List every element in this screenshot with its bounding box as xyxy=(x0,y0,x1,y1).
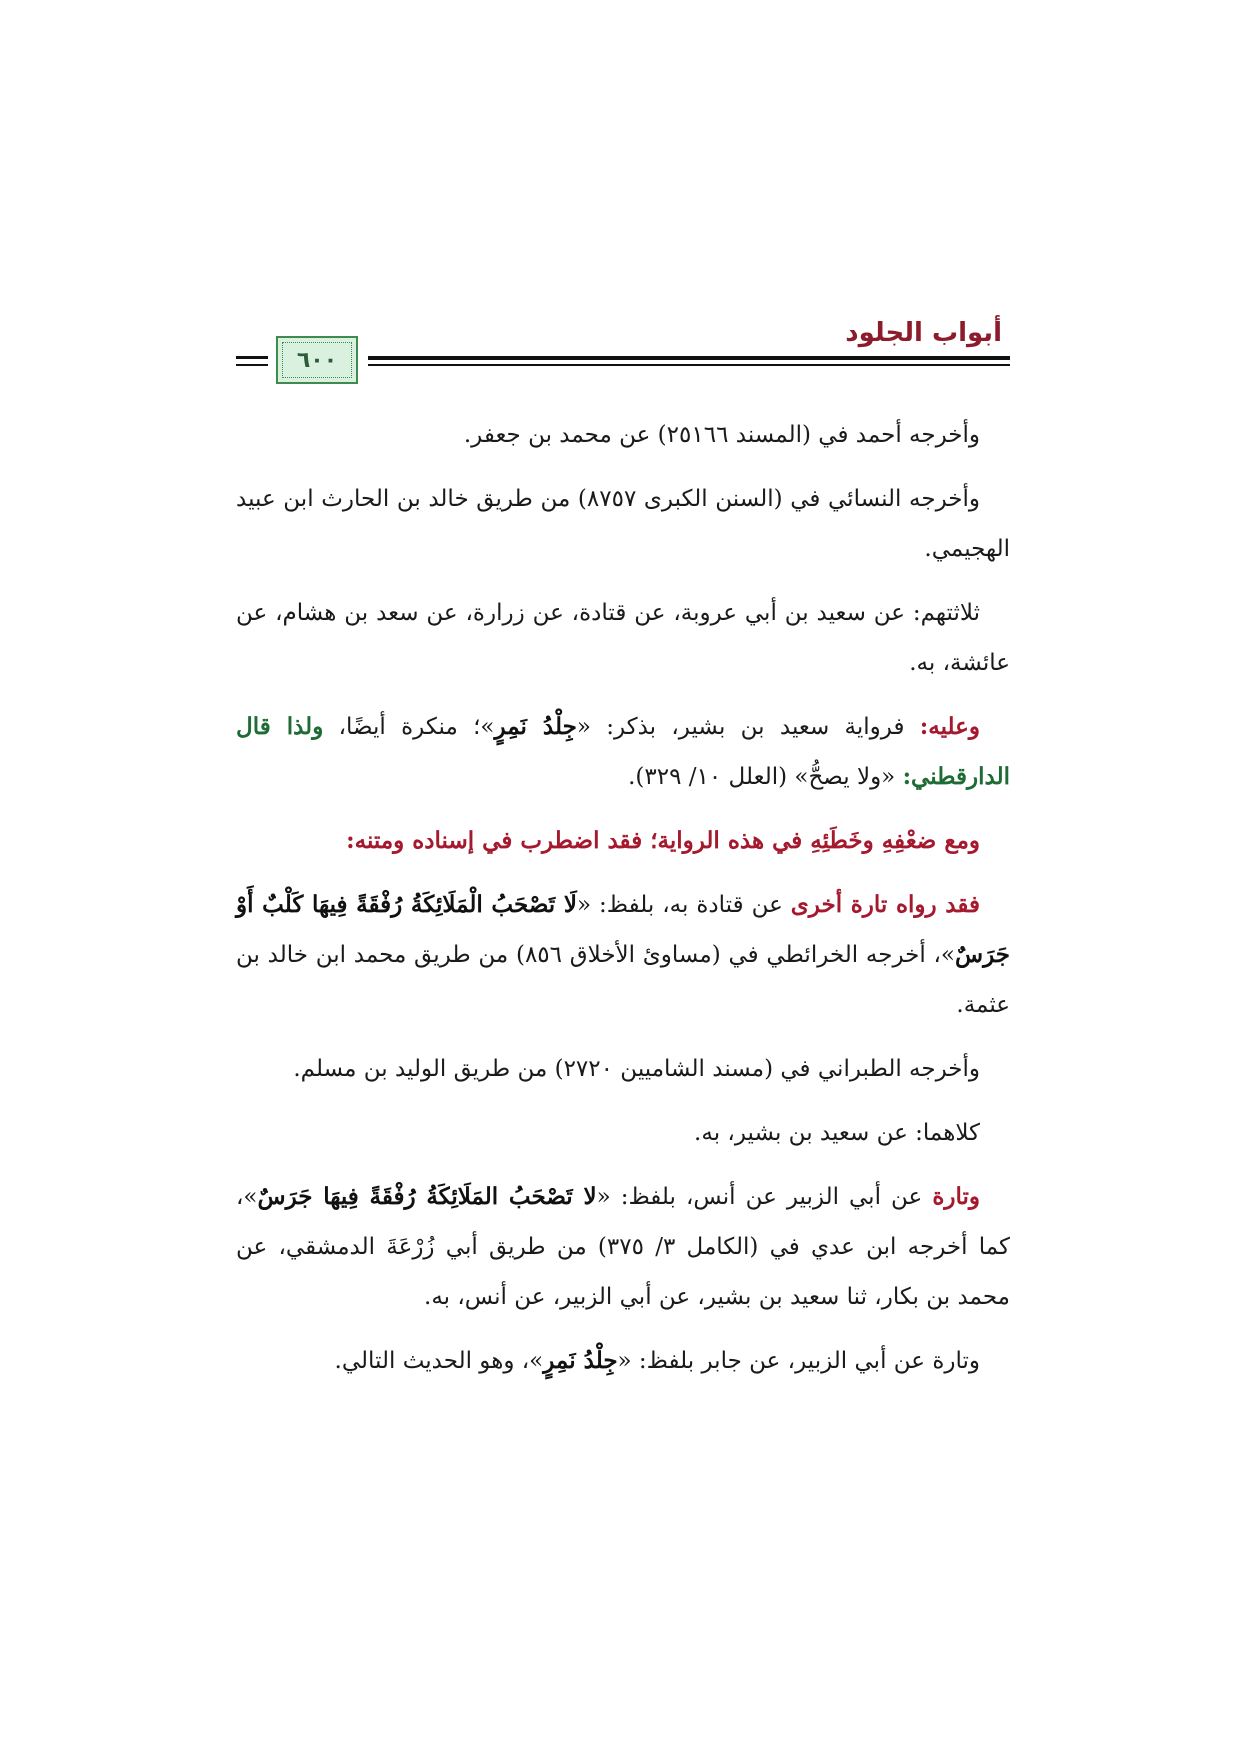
paragraph-text: وتارة عن أبي الزبير، عن جابر بلفظ: « xyxy=(617,1348,980,1374)
paragraph: وأخرجه النسائي في (السنن الكبرى ٨٧٥٧) من طريق خالد بن الحارث ابن عبيد الهجيمي. xyxy=(236,486,1010,562)
header-rule xyxy=(236,364,268,366)
paragraph-text: فرواية سعيد بن بشير، بذكر: « xyxy=(576,714,920,740)
paragraph xyxy=(236,702,1010,802)
paragraph xyxy=(236,1336,1010,1386)
hadith-quote: جِلْدُ نَمِرٍ xyxy=(543,1347,618,1374)
chapter-title: أبواب الجلود xyxy=(845,318,1002,348)
header-rule xyxy=(368,364,1010,366)
paragraph-text: »؛ منكرة أيضًا، xyxy=(323,714,495,740)
paragraph-text: عن أبي الزبير عن أنس، بلفظ: « xyxy=(596,1184,933,1210)
paragraph-text: »، كما أخرجه ابن عدي في (الكامل ٣/ ٣٧٥) من طريق أبي زُرْعَةَ الدمشقي، عن محمد بن بكار، ثنا سعيد بن بشير، عن أبي الزبير، عن أنس، به. xyxy=(236,1184,1010,1310)
paragraph-text: «ولا يصحُّ» (العلل ١٠/ ٣٢٩). xyxy=(628,764,903,790)
paragraph: كلاهما: عن سعيد بن بشير، به. xyxy=(694,1120,980,1146)
hadith-quote: جِلْدُ نَمِرٍ xyxy=(494,713,577,740)
paragraph-text: »، أخرجه الخرائطي في (مساوئ الأخلاق ٨٥٦) من طريق محمد ابن خالد بن عثمة. xyxy=(236,942,1010,1018)
page-header xyxy=(236,318,1010,390)
header-rule xyxy=(368,356,1010,360)
paragraph: وأخرجه أحمد في (المسند ٢٥١٦٦) عن محمد بن جعفر. xyxy=(463,422,980,448)
section-heading: ومع ضعْفِهِ وخَطَئِهِ في هذه الرواية؛ فقد اضطرب في إسناده ومتنه: xyxy=(346,827,980,854)
paragraph-label: ولذا قال الدارقطني: xyxy=(236,713,1010,790)
paragraph: وأخرجه الطبراني في (مسند الشاميين ٢٧٢٠) من طريق الوليد بن مسلم. xyxy=(293,1056,980,1082)
hadith-quote: لَا تَصْحَبُ الْمَلَائِكَةُ رُفْقَةً فِيهَا كَلْبٌ أَوْ جَرَسٌ xyxy=(236,891,1010,968)
paragraph xyxy=(236,880,1010,1030)
paragraph xyxy=(236,1172,1010,1322)
paragraph: ثلاثتهم: عن سعيد بن أبي عروبة، عن قتادة، عن زرارة، عن سعد بن هشام، عن عائشة، به. xyxy=(236,600,1010,676)
page-number: ٦٠٠ xyxy=(296,347,338,373)
paragraph-label: وعليه: xyxy=(919,713,981,740)
paragraph-label: وتارة xyxy=(932,1183,980,1210)
paragraph-text: عن قتادة به، بلفظ: « xyxy=(577,892,791,918)
page-body xyxy=(236,410,1010,1400)
page-number-frame xyxy=(276,336,358,384)
paragraph-text: »، وهو الحديث التالي. xyxy=(334,1348,544,1374)
paragraph-label: فقد رواه تارة أخرى xyxy=(790,891,980,918)
header-rule xyxy=(236,356,268,359)
hadith-quote: لا تَصْحَبُ المَلَائِكَةُ رُفْقَةً فِيهَا جَرَسٌ xyxy=(257,1183,597,1210)
